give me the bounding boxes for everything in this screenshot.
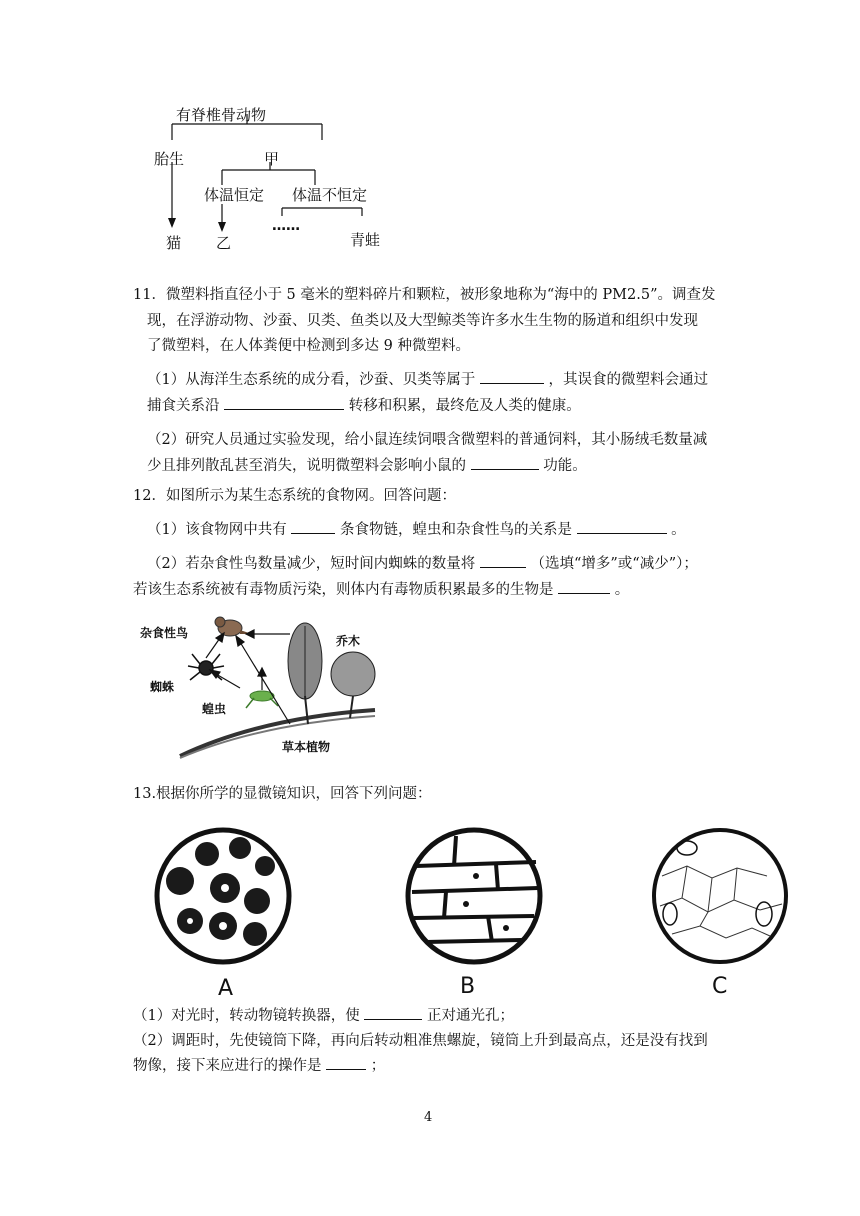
tree-root: 有脊椎骨动物 <box>176 106 267 124</box>
q11-sub2-text-b: 少且排列散乱甚至消失，说明微塑料会影响小鼠的 <box>147 458 466 474</box>
page-number: 4 <box>424 1110 433 1125</box>
q11-blank-chain[interactable] <box>224 393 344 410</box>
q11-blank-component[interactable] <box>480 367 544 384</box>
view-label-b: B <box>460 974 476 999</box>
q12-sub1-text-b: 条食物链，蝗虫和杂食性鸟的关系是 <box>339 522 572 538</box>
view-label-c: C <box>712 974 728 999</box>
q12-sub1-text-a: （1）该食物网中共有 <box>147 522 287 538</box>
q13-sub2-text-c: ； <box>370 1058 386 1074</box>
q12-blank-toxin[interactable] <box>558 577 610 594</box>
q13-sub1-text-b: 正对通光孔； <box>426 1008 514 1024</box>
q13-blank-objective[interactable] <box>364 1003 422 1020</box>
q13-sub2-line2 <box>133 1052 385 1080</box>
q12-sub2-line1 <box>147 550 698 578</box>
q12-sub2-text-b: （选填“增多”或“减少”）； <box>530 556 698 572</box>
q12-sub1 <box>147 516 686 544</box>
label-tree: 乔木 <box>336 634 361 648</box>
q13-sub2-text-b: 物像，接下来应进行的操作是 <box>133 1058 322 1074</box>
tree-warm: 体温恒定 <box>204 186 265 204</box>
tree-viviparous: 胎生 <box>154 150 185 168</box>
label-grass: 草本植物 <box>282 740 331 754</box>
grasshopper-icon <box>246 691 278 708</box>
q12-blank-relation[interactable] <box>577 517 667 534</box>
tree-yi: 乙 <box>216 234 232 252</box>
tree-cold: 体温不恒定 <box>292 186 368 204</box>
q12-blank-count[interactable] <box>291 517 335 534</box>
label-spider: 蜘蛛 <box>150 680 175 694</box>
q11-intro-line1: 11．微塑料指直径小于 5 毫米的塑料碎片和颗粒，被形象地称为“海中的 PM2.5”。调查发 <box>133 287 716 303</box>
q11-blank-function[interactable] <box>471 453 539 470</box>
food-web-figure <box>140 606 380 766</box>
microscope-view-a <box>145 826 305 966</box>
q12-sub2-text-a: （2）若杂食性鸟数量减少，短时间内蜘蛛的数量将 <box>147 556 476 572</box>
q13-blank-operation[interactable] <box>326 1053 366 1070</box>
tree-icon <box>288 623 375 724</box>
q11-sub1-text-b: ，其误食的微塑料会通过 <box>548 372 708 388</box>
microscope-view-b <box>396 826 556 966</box>
label-locust: 蝗虫 <box>202 702 227 716</box>
q11-sub1-line2 <box>147 392 581 420</box>
q11-sub1-text-c: 捕食关系沿 <box>147 398 220 414</box>
tree-jia: 甲 <box>264 150 280 168</box>
q12-sub2-text-c: 若该生态系统被有毒物质污染，则体内有毒物质积累最多的生物是 <box>133 582 554 598</box>
q11-intro-line3: 了微塑料，在人体粪便中检测到多达 9 种微塑料。 <box>147 338 470 354</box>
q12-intro: 12．如图所示为某生态系统的食物网。回答问题： <box>133 488 456 504</box>
label-bird: 杂食性鸟 <box>140 626 189 640</box>
q11-sub2-text-c: 功能。 <box>543 458 587 474</box>
view-label-a: A <box>218 976 234 1001</box>
q11-sub1-text-d: 转移和积累，最终危及人类的健康。 <box>348 398 581 414</box>
microscope-view-c <box>642 826 802 966</box>
q13-sub1 <box>133 1002 514 1030</box>
q13-sub1-text-a: （1）对光时，转动物镜转换器，使 <box>133 1008 360 1024</box>
q12-sub1-text-c: 。 <box>671 522 686 538</box>
q12-blank-spider-change[interactable] <box>480 551 526 568</box>
q11-sub1-line1 <box>147 366 708 394</box>
q13-intro: 13.根据你所学的显微镜知识，回答下列问题： <box>133 786 432 802</box>
q11-sub1-text-a: （1）从海洋生态系统的成分看，沙蚕、贝类等属于 <box>147 372 476 388</box>
q11-sub2-line2 <box>147 452 587 480</box>
q11-sub2-line1: （2）研究人员通过实验发现，给小鼠连续饲喂含微塑料的普通饲料，其小肠绒毛数量减 <box>147 432 708 448</box>
q12-sub2-line2 <box>133 576 629 604</box>
q13-sub2-line1: （2）调距时，先使镜筒下降，再向后转动粗准焦螺旋，镜筒上升到最高点，还是没有找到 <box>133 1033 708 1049</box>
q11-intro-line2: 现，在浮游动物、沙蚕、贝类、鱼类以及大型鲸类等许多水生生物的肠道和组织中发现 <box>147 313 698 329</box>
tree-frog: 青蛙 <box>350 231 381 249</box>
tree-dots: …… <box>272 218 300 234</box>
tree-cat: 猫 <box>166 234 182 252</box>
q12-sub2-text-d: 。 <box>614 582 630 598</box>
